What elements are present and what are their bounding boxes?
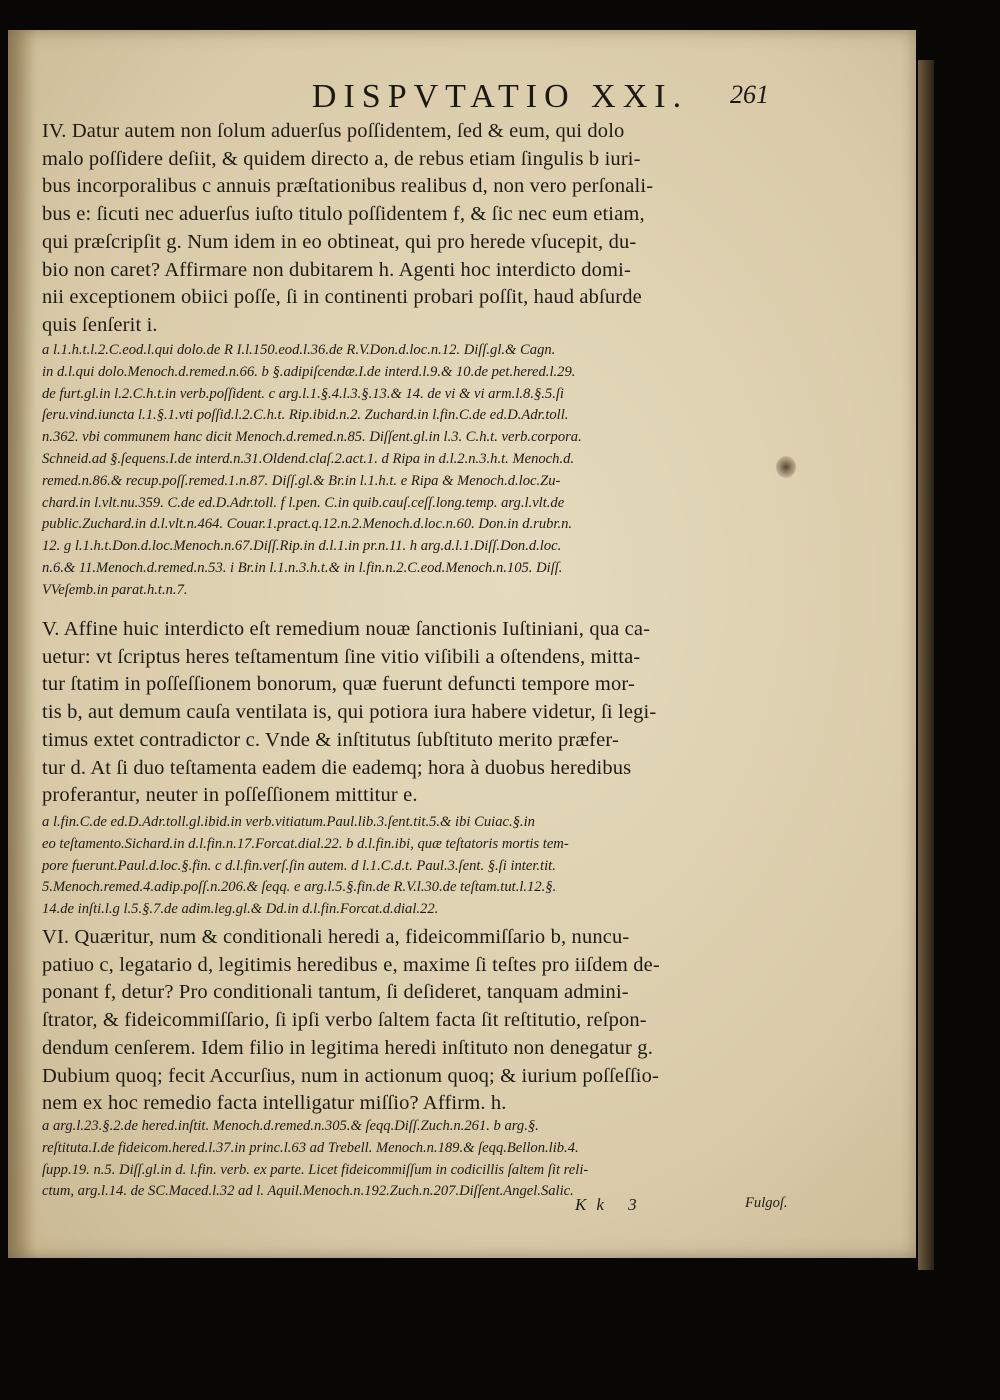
text-line: timus extet contradictor c. Vnde & inſtitutus ſubſtituto merito præfer- (42, 728, 619, 751)
text-line: bio non caret? Affirmare non dubitarem h. Agenti hoc interdicto domi- (42, 258, 631, 281)
page-number: 261 (730, 80, 769, 109)
section-vi-notes (42, 1116, 782, 1203)
section-iv-notes (42, 340, 782, 602)
text-line: dendum cenſerem. Idem filio in legitima heredi inſtituto non denegatur g. (42, 1036, 653, 1059)
text-line: tur ſtatim in poſſeſſionem bonorum, quæ fuerunt defuncti tempore mor- (42, 673, 635, 696)
text-line: quis ſenſerit i. (42, 313, 158, 336)
text-line: tis b, aut demum cauſa ventilata is, qui potiora iura habere videtur, ſi legi- (42, 701, 657, 724)
text-line: IV. Datur autem non ſolum aduerſus poſſidentem, ſed & eum, qui dolo (42, 120, 625, 142)
text-line: proferantur, neuter in poſſeſſionem mittitur e. (42, 784, 418, 807)
section-iv-body (42, 118, 782, 340)
text-line: patiuo c, legatario d, legitimis heredibus e, maxime ſi teſtes pro iiſdem de- (42, 953, 660, 976)
note-line: remed.n.86.& recup.poſſ.remed.1.n.87. Diſſ.gl.& Br.in l.1.h.t. e Ripa & Menoch.d.loc.Zu- (42, 472, 561, 489)
text-line: ponant f, detur? Pro conditionali tantum, ſi deſideret, tanquam admini- (42, 981, 629, 1004)
note-line: de furt.gl.in l.2.C.h.t.in verb.poſſident. c arg.l.1.§.4.l.3.§.13.& 14. de vi & vi arm.l.8.§.5.ſi (42, 385, 564, 402)
note-line: reſtituta.I.de fideicom.hered.l.37.in princ.l.63 ad Trebell. Menoch.n.189.& ſeqq.Bellon.lib.4. (42, 1139, 579, 1156)
text-line: Dubium quoq; fecit Accurſius, num in actionum quoq; & iurium poſſeſſio- (42, 1064, 660, 1087)
text-line: qui præſcripſit g. Num idem in eo obtineat, qui pro herede vſucepit, du- (42, 230, 637, 253)
note-line: a l.fin.C.de ed.D.Adr.toll.gl.ibid.in verb.vitiatum.Paul.lib.3.ſent.tit.5.& ibi Cuiac.§.in (42, 814, 535, 830)
note-line: VVeſemb.in parat.h.t.n.7. (42, 581, 188, 598)
section-vi-body (42, 924, 782, 1118)
section-v-body (42, 616, 782, 810)
note-line: Schneid.ad §.ſequens.I.de interd.n.31.Oldend.claſ.2.act.1. d Ripa in d.l.2.n.3.h.t. Menoch.d. (42, 450, 575, 467)
text-line: V. Affine huic interdicto eſt remedium nouæ ſanctionis Iuſtiniani, qua ca- (42, 618, 651, 640)
note-line: ſupp.19. n.5. Diſſ.gl.in d. l.fin. verb. ex parte. Licet fideicommiſſum in codicillis ſaltem ſit reli- (42, 1161, 589, 1178)
section-v-notes (42, 812, 782, 921)
note-line: 5.Menoch.remed.4.adip.poſſ.n.206.& ſeqq. e arg.l.5.§.fin.de R.V.l.30.de teſtam.tut.l.12.§. (42, 879, 557, 896)
note-line: pore fuerunt.Paul.d.loc.§.fin. c d.l.fin.verſ.ſin autem. d l.1.C.d.t. Paul.3.ſent. §.ſi inter.tit. (42, 857, 556, 874)
note-line: in d.l.qui dolo.Menoch.d.remed.n.66. b §.adipiſcendæ.I.de interd.l.9.& 10.de pet.hered.l.29. (42, 363, 576, 380)
text-line: VI. Quæritur, num & conditionali heredi a, fideicommiſſario b, nuncu- (42, 926, 630, 948)
text-line: uetur: vt ſcriptus heres teſtamentum ſine vitio viſibili a oſtendens, mitta- (42, 645, 641, 668)
note-line: a l.1.h.t.l.2.C.eod.l.qui dolo.de R I.l.150.eod.l.36.de R.V.Don.d.loc.n.12. Diſſ.gl.& Cagn. (42, 342, 556, 358)
text-line: nem ex hoc remedio facta intelligatur miſſio? Affirm. h. (42, 1092, 507, 1115)
note-line: ſeru.vind.iuncta l.1.§.1.vti poſſid.l.2.C.h.t. Rip.ibid.n.2. Zuchard.in l.fin.C.de ed.D.Adr.toll. (42, 407, 569, 424)
note-line: 14.de inſti.l.g l.5.§.7.de adim.leg.gl.& Dd.in d.l.fin.Forcat.d.dial.22. (42, 901, 439, 918)
text-line: nii exceptionem obiici poſſe, ſi in continenti probari poſſit, haud abſurde (42, 286, 642, 309)
note-line: eo teſtamento.Sichard.in d.l.fin.n.17.Forcat.dial.22. b d.l.fin.ibi, quæ teſtatoris mortis tem- (42, 835, 569, 852)
note-line: 12. g l.1.h.t.Don.d.loc.Menoch.n.67.Diſſ.Rip.in d.l.1.in pr.n.11. h arg.d.l.1.Diſſ.Don.d.loc. (42, 538, 562, 555)
text-line: bus e: ſicuti nec aduerſus iuſto titulo poſſidentem f, & ſic nec eum etiam, (42, 203, 645, 226)
page-gutter-shadow (8, 30, 36, 1258)
text-line: malo poſſidere deſiit, & quidem directo a, de rebus etiam ſingulis b iuri- (42, 147, 641, 170)
note-line: public.Zuchard.in d.l.vlt.n.464. Couar.1.pract.q.12.n.2.Menoch.d.loc.n.60. Don.in d.rubr.n. (42, 516, 573, 533)
note-line: a arg.l.23.§.2.de hered.inſtit. Menoch.d.remed.n.305.& ſeqq.Diſſ.Zuch.n.261. b arg.§. (42, 1118, 539, 1134)
note-line: n.362. vbi communem hanc dicit Menoch.d.remed.n.85. Diſſent.gl.in l.3. C.h.t. verb.corpora. (42, 429, 582, 446)
text-line: bus incorporalibus c annuis præſtationibus realibus d, non vero perſonali- (42, 175, 654, 198)
signature-mark: Kk 3 (575, 1195, 647, 1214)
text-line: tur d. At ſi duo teſtamenta eadem die eademq; hora à duobus heredibus (42, 756, 632, 779)
catchword: Fulgoſ. (745, 1195, 788, 1211)
note-line: chard.in l.vlt.nu.359. C.de ed.D.Adr.toll. f l.pen. C.in quib.cauſ.ceſſ.long.temp. arg.l.vlt.de (42, 494, 565, 511)
text-line: ſtrator, & fideicommiſſario, ſi ipſi verbo ſaltem facta ſit reſtitutio, reſpon- (42, 1009, 647, 1032)
page-edge (918, 60, 934, 1270)
running-header: DISPVTATIO XXI. (311, 78, 689, 115)
note-line: ctum, arg.l.14. de SC.Maced.l.32 ad l. Aquil.Menoch.n.192.Zuch.n.207.Diſſent.Angel.Salic. (42, 1183, 574, 1200)
note-line: n.6.& 11.Menoch.d.remed.n.53. i Br.in l.1.n.3.h.t.& in l.fin.n.2.C.eod.Menoch.n.105. Diſſ. (42, 559, 563, 576)
